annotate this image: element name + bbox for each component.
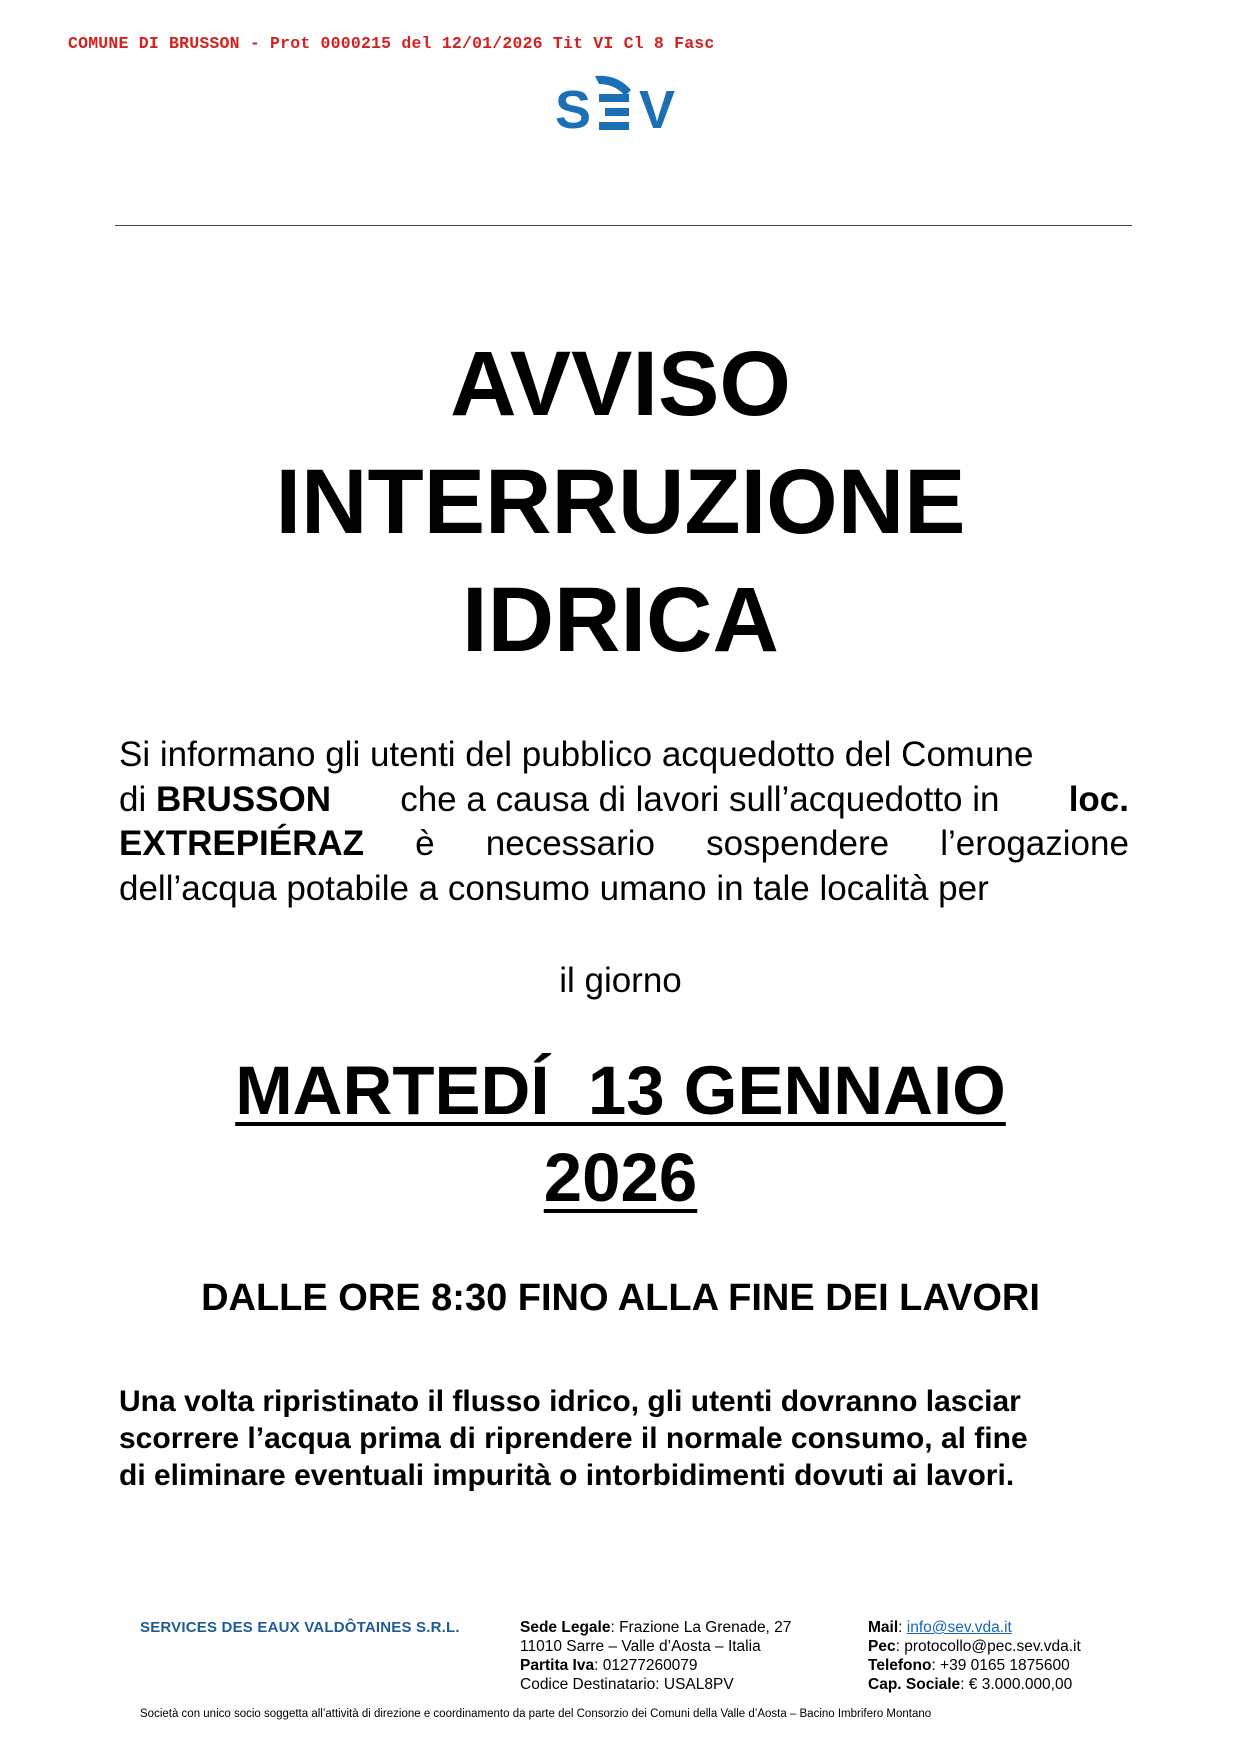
footer-contacts-block: Mail: info@sev.vda.it Pec: protocollo@pec.sev.vda.it Telefono: +39 0165 1875600 Cap. Sociale: € 3.000.000,00 <box>868 1619 1081 1693</box>
note-paragraph <box>119 1383 1129 1494</box>
paragraph-line-4: dell’acqua potabile a consumo umano in tale località per <box>119 868 989 908</box>
title-line-1: AVVISO <box>450 333 791 435</box>
hours-text: DALLE ORE 8:30 FINO ALLA FINE DEI LAVORI <box>201 1277 1040 1319</box>
email-link[interactable]: info@sev.vda.it <box>906 1619 1012 1636</box>
locality-name: EXTREPIÉRAZ <box>119 824 365 863</box>
footer-disclaimer: Società con unico socio soggetta all’attività di direzione e coordinamento da parte del Consorzio dei Comuni della Valle d’Aosta – Bacino Imbrifero Montano <box>140 1708 932 1720</box>
note-line-2: scorrere l’acqua prima di riprendere il normale consumo, al fine <box>119 1422 1028 1455</box>
paragraph-line-1: Si informano gli utenti del pubblico acquedotto del Comune <box>119 735 1034 774</box>
svg-text:S: S <box>555 80 592 140</box>
paragraph-line-3: EXTREPIÉRAZ è necessario sospendere l’erogazione <box>119 822 1129 867</box>
header-divider <box>115 225 1132 226</box>
notice-paragraph <box>119 733 1129 911</box>
title-line-3: IDRICA <box>462 569 779 671</box>
date-line-2: 2026 <box>543 1139 698 1216</box>
footer-address-block: Sede Legale: Frazione La Grenade, 27 11010 Sarre – Valle d’Aosta – Italia Partita Iva: 01277260079 Codice Destinatario: USAL8PV <box>520 1619 792 1693</box>
date-line-1: MARTEDÍ 13 GENNAIO <box>235 1052 1006 1129</box>
note-line-3: di eliminare eventuali impurità o intorbidimenti dovuti ai lavori. <box>119 1459 1015 1492</box>
title-line-2: INTERRUZIONE <box>275 451 966 553</box>
paragraph-line-2: di BRUSSON che a causa di lavori sull’acquedotto in loc. <box>119 779 1129 819</box>
footer-company: SERVICES DES EAUX VALDÔTAINES S.R.L. <box>140 1619 460 1636</box>
sev-logo <box>555 72 695 142</box>
svg-text:V: V <box>639 80 676 140</box>
il-giorno-label: il giorno <box>559 961 682 1000</box>
protocol-stamp: COMUNE DI BRUSSON - Prot 0000215 del 12/01/2026 Tit VI Cl 8 Fasc <box>68 34 715 53</box>
municipality-name: BRUSSON <box>155 779 331 819</box>
note-line-1: Una volta ripristinato il flusso idrico, gli utenti dovranno lasciar <box>119 1385 1021 1418</box>
